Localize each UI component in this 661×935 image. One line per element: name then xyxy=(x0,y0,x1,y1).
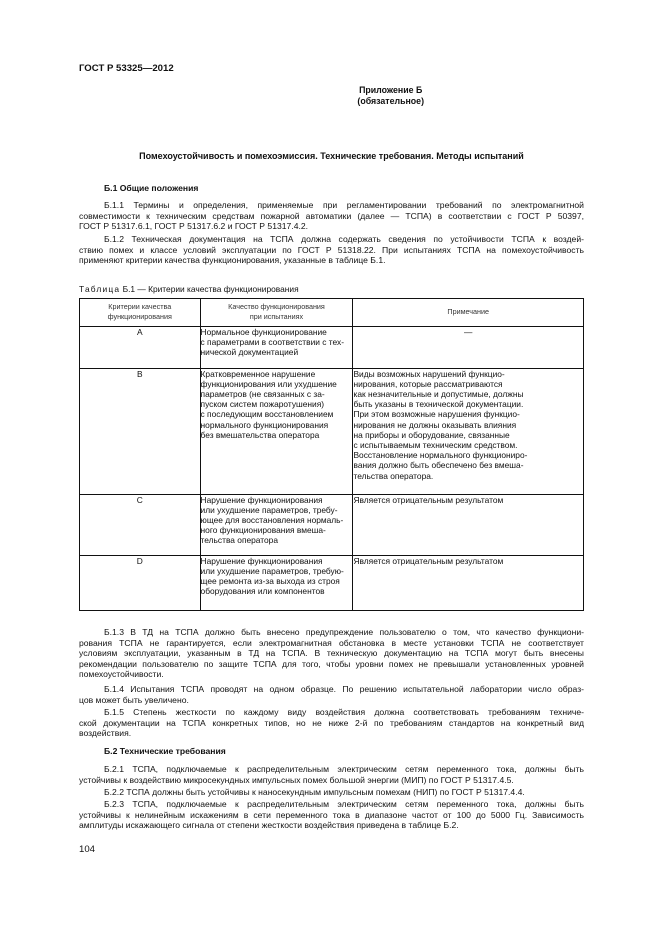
text-line: Б.2.2 ТСПА должны быть устойчивы к наносекундным импульсным помехам (НИП) по ГОСТ Р 51317.4.4. xyxy=(104,787,525,797)
page-number: 104 xyxy=(79,844,96,855)
cell-line: ющее для восстановления нормаль- xyxy=(200,515,344,525)
cell-line: При этом возможные нарушения функцио- xyxy=(353,409,520,420)
cell-line: Восстановление нормального функциониро- xyxy=(353,450,528,461)
cell-line: пуском систем пожаротушения) xyxy=(200,399,325,410)
header-quality xyxy=(200,299,353,327)
text-line: совместимости к техническим средствам пожарной автоматики (далее — ТСПА) в соответствии с ГОСТ Р 50397, xyxy=(79,210,584,221)
cell-line: Виды возможных нарушений функцио- xyxy=(353,368,505,379)
text-line: Б.1.1 Термины и определения, применяемые при регламентировании требований по электромагнитной xyxy=(104,200,584,210)
paragraph-b2-2 xyxy=(79,787,584,798)
note-cell xyxy=(353,326,584,368)
appendix-subtitle: (обязательное) xyxy=(357,96,424,106)
cell-line: ного функционирования вмеша- xyxy=(200,525,326,536)
criteria-table xyxy=(79,298,584,611)
cell-line: Кратковременное нарушение xyxy=(200,368,316,379)
text-line: условиям эксплуатации, указанным в ТД на ТСПА. В техническую документацию на ТСПА могут быть внесены xyxy=(79,648,584,659)
quality-cell xyxy=(200,326,353,368)
table-caption-word: Таблица xyxy=(79,284,121,294)
document-code: ГОСТ Р 53325—2012 xyxy=(79,63,174,74)
cell-line: Нормальное функционирование xyxy=(200,326,327,337)
cell-line: — xyxy=(464,326,473,337)
paragraph-b1-2 xyxy=(79,234,584,266)
criterion-code: D xyxy=(80,555,201,610)
cell-line: или ухудшение параметров, требую- xyxy=(200,565,344,576)
cell-line: на приборы и оборудование, связанные xyxy=(353,429,510,440)
cell-line: без вмешательства оператора xyxy=(200,429,320,440)
quality-cell xyxy=(200,555,353,610)
criterion-code: А xyxy=(80,326,201,368)
text-line: Б.2.1 ТСПА, подключаемые к распределительным электрическим сетям переменного тока, должны быть xyxy=(104,764,584,774)
appendix-heading xyxy=(79,85,584,107)
cell-line: Нарушение функционирования xyxy=(200,555,323,566)
note-cell xyxy=(353,555,584,610)
cell-line: с испытываемым техническим средством. xyxy=(353,440,518,451)
cell-line: оборудования или компонентов xyxy=(200,586,325,597)
cell-line: нической документацией xyxy=(200,347,299,357)
header-note xyxy=(353,299,584,327)
text-line: Б.1.5 Степень жесткости по каждому виду воздействия должна соответствовать требованиям техниче- xyxy=(104,707,584,717)
cell-line: с последующим восстановлением xyxy=(200,409,334,420)
text-line: Б.2.3 ТСПА, подключаемые к распределительным электрическим сетям переменного тока, должны быть xyxy=(104,799,584,809)
text-line: ГОСТ Р 51317.6.1, ГОСТ Р 51317.6.2 и ГОСТ Р 51317.4.2. xyxy=(79,221,309,232)
cell-line: как незначительные и допустимые, должны xyxy=(353,389,524,399)
text-line: Б.1.4 Испытания ТСПА проводят на одном образце. По решению испытательной лаборатории число образ- xyxy=(104,684,584,694)
text-line: Б.1.3 В ТД на ТСПА должно быть внесено предупреждение пользователю о том, что качество функциони- xyxy=(104,627,584,637)
main-title: Помехоустойчивость и помехоэмиссия. Технические требования. Методы испытаний xyxy=(139,151,524,161)
cell-line: тельства оператора xyxy=(200,535,278,546)
cell-line: тельства оператора. xyxy=(353,470,434,481)
table-row xyxy=(80,326,584,368)
appendix-title: Приложение Б xyxy=(359,85,423,95)
text-line: ской документации на ТСПА конкретных типов, но не ниже 2-й по требованиям стандартов на конкретный вид xyxy=(79,717,584,728)
cell-line: Является отрицательным результатом xyxy=(353,494,504,505)
text-line: амплитуды искажающего сигнала от степени жесткости воздействия приведена в таблице Б.2. xyxy=(79,820,459,831)
header-criteria xyxy=(80,299,201,327)
cell-line: быть указаны в технической документации. xyxy=(353,399,524,410)
cell-line: нирования не должны оказывать влияния xyxy=(353,419,517,430)
paragraph-b2-3 xyxy=(79,799,584,831)
text-line: Б.1.2 Техническая документация на ТСПА должна содержать сведения по устойчивости ТСПА к воздей- xyxy=(104,234,584,244)
quality-cell xyxy=(200,368,353,494)
paragraph-b1-4 xyxy=(79,684,584,705)
text-line: устойчивы к воздействию микросекундных импульсных помех большой энергии (МИП) по ГОСТ Р 51317.4.5. xyxy=(79,774,514,785)
paragraph-b1-1 xyxy=(79,200,584,232)
header-line: Примечание xyxy=(447,306,490,316)
header-line: Качество функционирования xyxy=(228,302,325,311)
table-header-row xyxy=(80,299,584,327)
criterion-code: С xyxy=(80,494,201,555)
text-line: воздействия. xyxy=(79,728,132,739)
cell-line: параметров (не связанных с за- xyxy=(200,389,325,399)
table-caption xyxy=(79,284,299,295)
cell-line: Является отрицательным результатом xyxy=(353,555,504,566)
text-line: устойчивы к нелинейным искажениям в сети переменного тока в диапазоне частот от 100 до 5000 Гц. Зависимость xyxy=(79,809,584,820)
text-line: ствию помех и классе условий эксплуатации по ГОСТ Р 51318.22. При испытаниях ТСПА на помехоустойчивость xyxy=(79,244,584,255)
section-b2-heading: Б.2 Технические требования xyxy=(104,746,226,756)
paragraph-b2-1 xyxy=(79,764,584,785)
cell-line: с параметрами в соответствии с тех- xyxy=(200,336,344,347)
table-row xyxy=(80,555,584,610)
text-line: рования ТСПА не гарантируется, если электромагнитная обстановка в месте установки ТСПА не соответствует xyxy=(79,637,584,648)
criterion-code: В xyxy=(80,368,201,494)
cell-line: или ухудшение параметров, требу- xyxy=(200,504,338,515)
text-line: помехоустойчивости. xyxy=(79,669,164,680)
cell-line: нирования, которые рассматриваются xyxy=(353,378,503,389)
table-caption-text: Б.1 — Критерии качества функционирования xyxy=(120,284,299,294)
note-cell xyxy=(353,494,584,555)
table-row xyxy=(80,494,584,555)
header-line: Критерии качества xyxy=(108,302,172,311)
section-b1-heading: Б.1 Общие положения xyxy=(104,183,199,193)
cell-line: Нарушение функционирования xyxy=(200,494,323,505)
cell-line: функционирования или ухудшение xyxy=(200,378,337,389)
table-row xyxy=(80,368,584,494)
text-line: цов может быть увеличено. xyxy=(79,694,189,705)
quality-cell xyxy=(200,494,353,555)
text-line: применяют критерии качества функционирования, указанные в таблице Б.1. xyxy=(79,255,386,266)
note-cell xyxy=(353,368,584,494)
paragraph-b1-3 xyxy=(79,627,584,680)
cell-line: щее ремонта из-за выхода из строя xyxy=(200,576,340,586)
header-line: функционирования xyxy=(107,311,172,321)
cell-line: вания должно быть обеспечено без вмеша- xyxy=(353,460,524,471)
header-line: при испытаниях xyxy=(249,311,304,321)
cell-line: нормального функционирования xyxy=(200,419,329,430)
paragraph-b1-5 xyxy=(79,707,584,739)
text-line: рекомендации пользователю по защите ТСПА для того, чтобы уровни помех не превышали установленных уровней xyxy=(79,658,584,669)
